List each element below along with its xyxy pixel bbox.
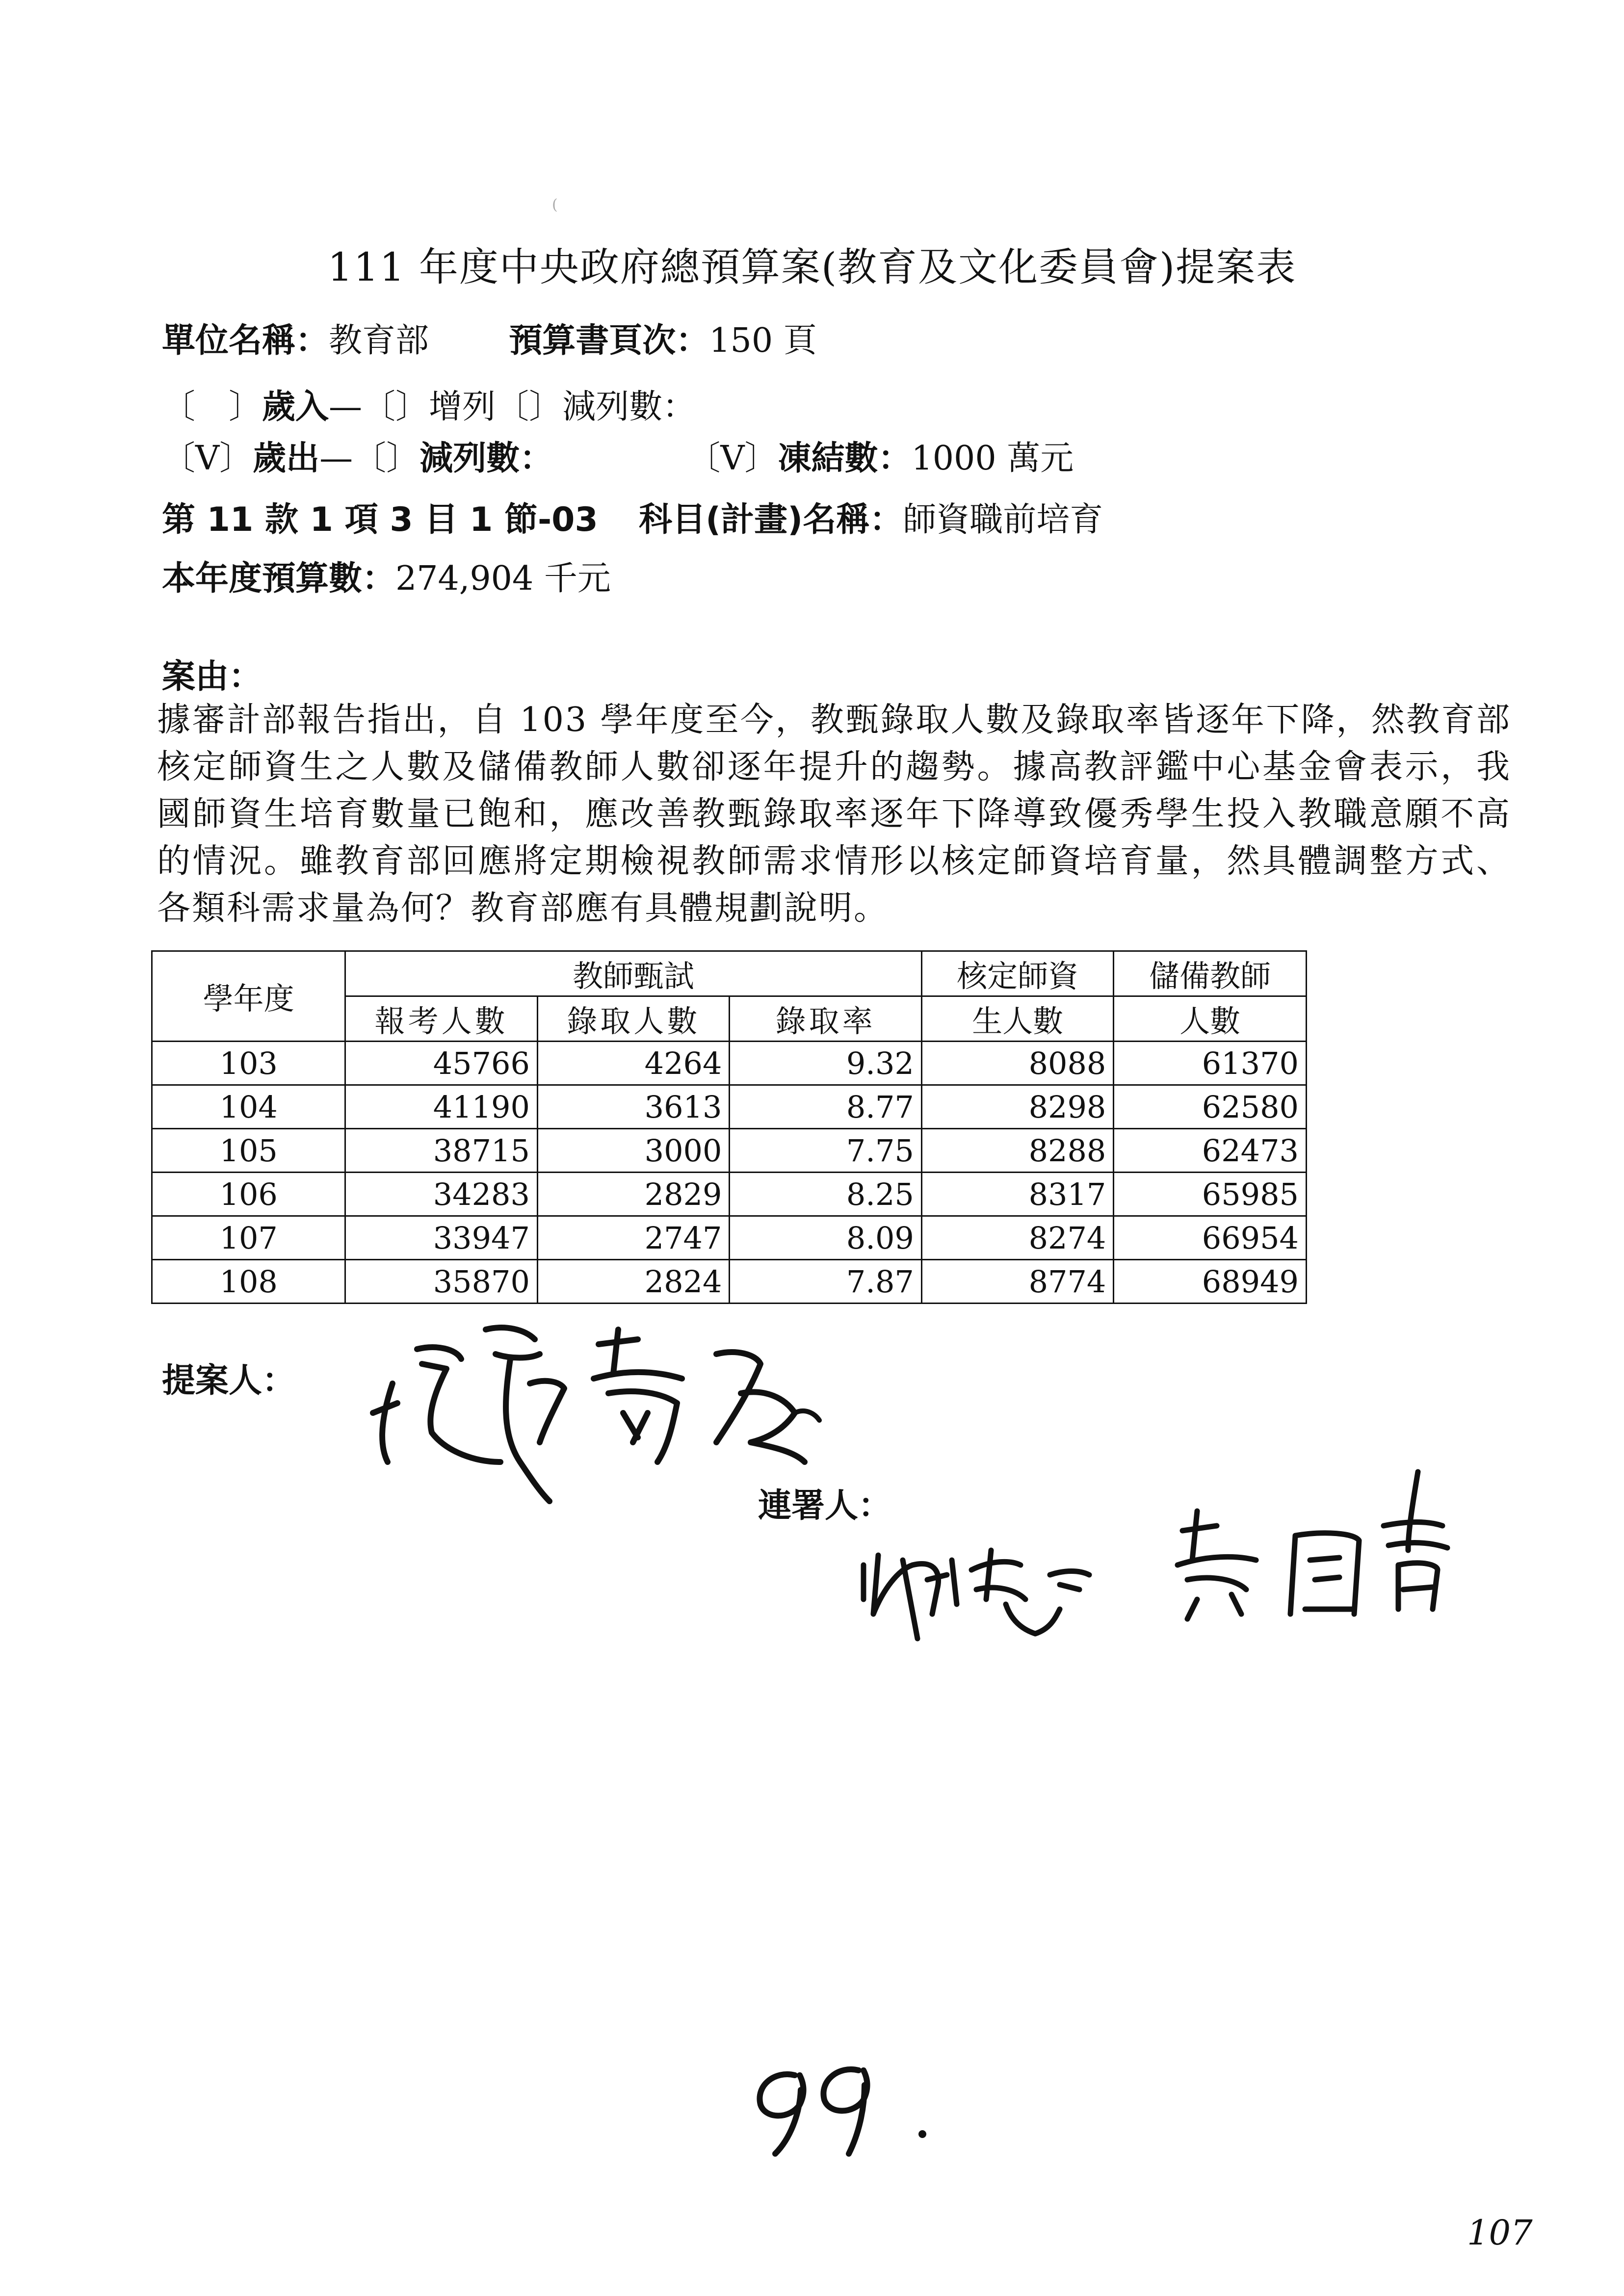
freeze-label: 凍結數：: [778, 439, 912, 478]
cell-year: 103: [152, 1042, 345, 1085]
cell-admitted: 3000: [537, 1129, 729, 1173]
table-row: [152, 1216, 1307, 1260]
expense-label: 歲出: [253, 439, 320, 478]
cell-approved: 8298: [921, 1085, 1113, 1129]
cell-rate: 9.32: [730, 1042, 921, 1085]
revenue-decrease: 減列數：: [562, 388, 696, 426]
budget-line: [162, 552, 611, 600]
freeze-value: 1000 萬元: [911, 439, 1074, 478]
expense-decrease: 減列數：: [419, 439, 553, 478]
cosigner-signatures: [844, 1452, 1531, 1658]
budget-label: 本年度預算數：: [162, 559, 396, 598]
freeze-bracket: 〔V〕: [687, 439, 778, 478]
cell-admitted: 2747: [537, 1216, 729, 1260]
table-row: [152, 1129, 1307, 1173]
cell-admitted: 4264: [537, 1042, 729, 1085]
unit-value: 教育部: [329, 321, 429, 360]
cell-year: 105: [152, 1129, 345, 1173]
cell-approved: 8774: [921, 1260, 1113, 1304]
expense-bracket: 〔V〕: [162, 439, 253, 478]
header-approved-line2: 生人數: [921, 996, 1113, 1042]
budget-value: 274,904 千元: [395, 559, 611, 598]
expense-decrease-bracket: 〔〕: [353, 439, 420, 478]
table-row: [152, 1173, 1307, 1216]
cell-reserve: 61370: [1114, 1042, 1307, 1085]
cell-year: 106: [152, 1173, 345, 1216]
header-applicants: 報考人數: [345, 996, 538, 1042]
revenue-label: 歲入: [262, 388, 329, 426]
cell-rate: 7.75: [730, 1129, 921, 1173]
cell-reserve: 65985: [1114, 1173, 1307, 1216]
table-row: [152, 1260, 1307, 1304]
cell-year: 107: [152, 1216, 345, 1260]
budget-page-label: 預算書頁次：: [509, 321, 709, 360]
subject-value: 師資職前培育: [903, 500, 1103, 539]
cell-reserve: 68949: [1114, 1260, 1307, 1304]
proposer-label: 提案人：: [162, 1361, 296, 1400]
page-title: 111 年度中央政府總預算案(教育及文化委員會)提案表: [327, 244, 1297, 290]
cell-approved: 8317: [921, 1173, 1113, 1216]
corner-page-number: 107: [1467, 2213, 1533, 2253]
cell-applicants: 38715: [345, 1129, 538, 1173]
revenue-increase-bracket: 〔〕: [362, 388, 429, 426]
table-header-row-1: [152, 951, 1307, 996]
cell-reserve: 62580: [1114, 1085, 1307, 1129]
cell-year: 108: [152, 1260, 345, 1304]
revenue-increase: 增列: [429, 388, 496, 426]
expense-line: [162, 432, 1074, 479]
reason-label: 案由：: [162, 657, 262, 696]
cell-reserve: 66954: [1114, 1216, 1307, 1260]
cell-reserve: 62473: [1114, 1129, 1307, 1173]
revenue-decrease-bracket: 〔〕: [496, 388, 563, 426]
header-admitted: 錄取人數: [537, 996, 729, 1042]
unit-line: [162, 314, 817, 362]
subject-code: 第 11 款 1 項 3 目 1 節-03: [162, 500, 598, 539]
cell-applicants: 41190: [345, 1085, 538, 1129]
cell-applicants: 34283: [345, 1173, 538, 1216]
unit-label: 單位名稱：: [162, 321, 329, 360]
subject-label: 科目(計畫)名稱：: [639, 500, 903, 539]
cell-applicants: 45766: [345, 1042, 538, 1085]
revenue-line: [162, 380, 696, 428]
cell-approved: 8288: [921, 1129, 1113, 1173]
cell-approved: 8274: [921, 1216, 1113, 1260]
header-teacher-exam: 教師甄試: [345, 951, 922, 996]
page-number-handwritten: [736, 2056, 942, 2168]
cell-admitted: 2824: [537, 1260, 729, 1304]
revenue-bracket: 〔 〕: [162, 388, 262, 426]
cell-admitted: 3613: [537, 1085, 729, 1129]
expense-dash: —: [319, 439, 353, 478]
table-row: [152, 1085, 1307, 1129]
header-reserve-line1: 儲備教師: [1114, 951, 1307, 996]
statistics-table: [151, 950, 1307, 1304]
cell-rate: 8.77: [730, 1085, 921, 1129]
subject-line: [162, 493, 1103, 541]
cell-applicants: 35870: [345, 1260, 538, 1304]
header-reserve-line2: 人數: [1114, 996, 1307, 1042]
cell-rate: 8.25: [730, 1173, 921, 1216]
cell-admitted: 2829: [537, 1173, 729, 1216]
revenue-dash: —: [329, 388, 363, 426]
reason-text: 據審計部報告指出，自 103 學年度至今，教甄錄取人數及錄取率皆逐年下降，然教育部核定師資生之人數及儲備教師人數卻逐年提升的趨勢。據高教評鑑中心基金會表示，我國師資生培育數量已飽和，應改善教甄錄取率逐年下降導致優秀學生投入教職意願不高的情況。雖教育部回應將定期檢視教師需求情形以核定師資培育量，然具體調整方式、各類科需求量為何？教育部應有具體規劃說明。: [157, 701, 1511, 928]
header-approved-line1: 核定師資: [921, 951, 1113, 996]
cell-applicants: 33947: [345, 1216, 538, 1260]
cell-rate: 7.87: [730, 1260, 921, 1304]
scan-speck: (: [552, 196, 558, 213]
cell-year: 104: [152, 1085, 345, 1129]
header-year: 學年度: [152, 951, 345, 1042]
header-rate: 錄取率: [730, 996, 921, 1042]
cell-approved: 8088: [921, 1042, 1113, 1085]
cell-rate: 8.09: [730, 1216, 921, 1260]
table-row: [152, 1042, 1307, 1085]
budget-page-value: 150 頁: [709, 321, 817, 360]
cosigner-label: 連署人：: [758, 1487, 892, 1525]
